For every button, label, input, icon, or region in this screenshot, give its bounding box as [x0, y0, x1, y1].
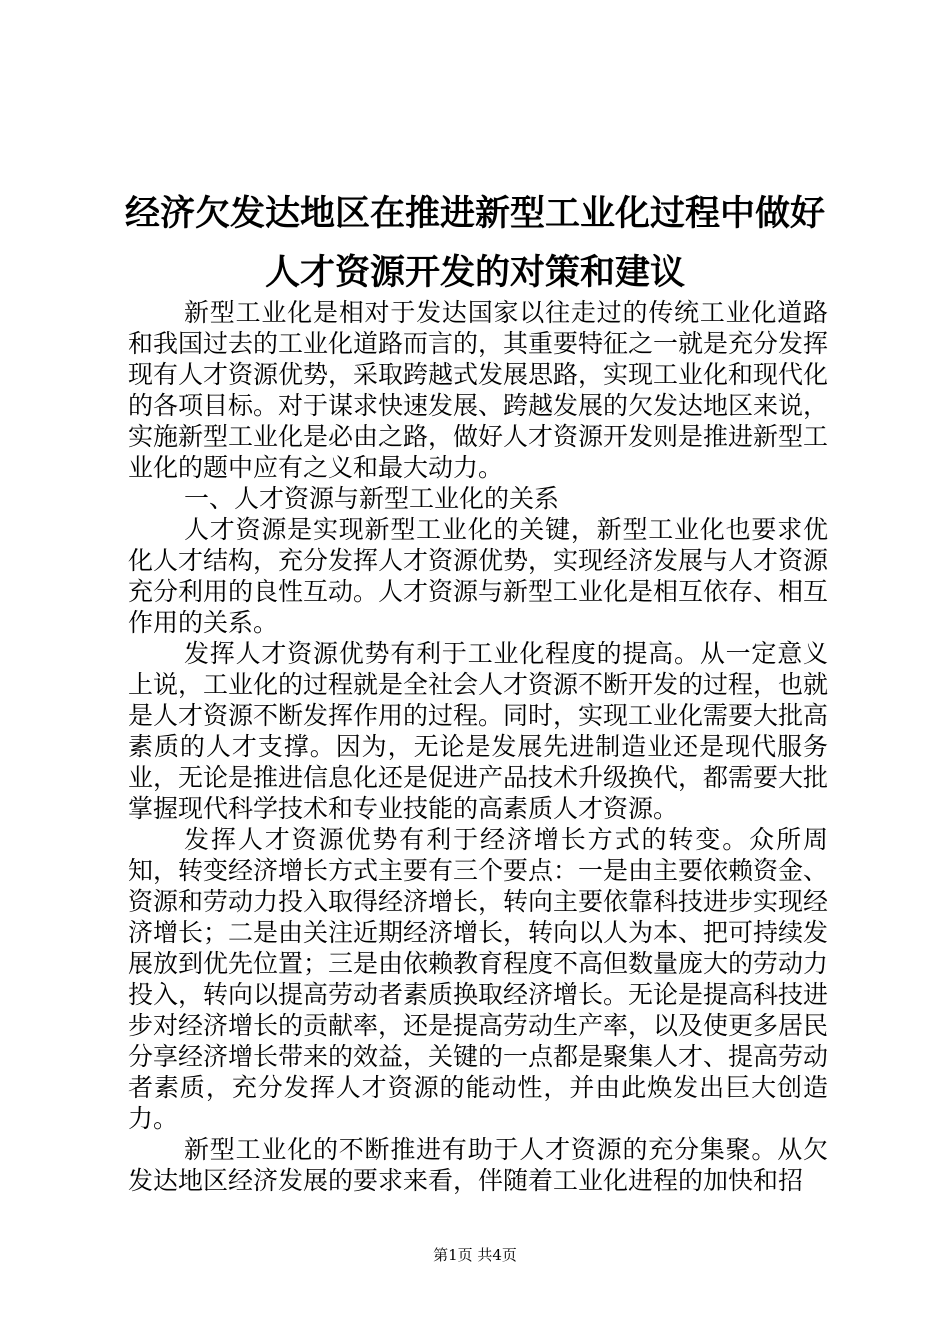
paragraph: 新型工业化的不断推进有助于人才资源的充分集聚。从欠发达地区经济发展的要求来看，伴随着工业化进程的加快和招	[128, 1135, 828, 1195]
paragraph-intro: 新型工业化是相对于发达国家以往走过的传统工业化道路和我国过去的工业化道路而言的，其重要特征之一就是充分发挥现有人才资源优势，采取跨越式发展思路，实现工业化和现代化的各项目标。对于谋求快速发展、跨越发展的欠发达地区来说，实施新型工业化是必由之路，做好人才资源开发则是推进新型工业化的题中应有之义和最大动力。	[128, 298, 829, 482]
page-footer: 第1页 共4页	[433, 1246, 517, 1264]
paragraph: 发挥人才资源优势有利于工业化程度的提高。从一定意义上说，工业化的过程就是全社会人才资源不断开发的过程，也就是人才资源不断发挥作用的过程。同时，实现工业化需要大批高素质的人才支撑。因为，无论是发展先进制造业还是现代服务业，无论是推进信息化还是促进产品技术升级换代，都需要大批掌握现代科学技术和专业技能的高素质人才资源。	[128, 639, 829, 823]
section-heading: 一、人才资源与新型工业化的关系	[184, 484, 560, 513]
document-body	[128, 297, 828, 1196]
paragraph: 人才资源是实现新型工业化的关键，新型工业化也要求优化人才结构，充分发挥人才资源优势，实现经济发展与人才资源充分利用的良性互动。人才资源与新型工业化是相互依存、相互作用的关系。	[128, 515, 829, 637]
document-title-line-1: 经济欠发达地区在推进新型工业化过程中做好	[124, 193, 825, 234]
paragraph: 发挥人才资源优势有利于经济增长方式的转变。众所周知，转变经济增长方式主要有三个要点：一是由主要依赖资金、资源和劳动力投入取得经济增长，转向主要依靠科技进步实现经济增长；二是由关注近期经济增长，转向以人为本、把可持续发展放到优先位置；三是由依赖教育程度不高但数量庞大的劳动力投入，转向以提高劳动者素质换取经济增长。无论是提高科技进步对经济增长的贡献率，还是提高劳动生产率，以及使更多居民分享经济增长带来的效益，关键的一点都是聚集人才、提高劳动者素质，充分发挥人才资源的能动性，并由此焕发出巨大创造力。	[128, 825, 829, 1133]
document-title-line-2: 人才资源开发的对策和建议	[264, 252, 685, 293]
